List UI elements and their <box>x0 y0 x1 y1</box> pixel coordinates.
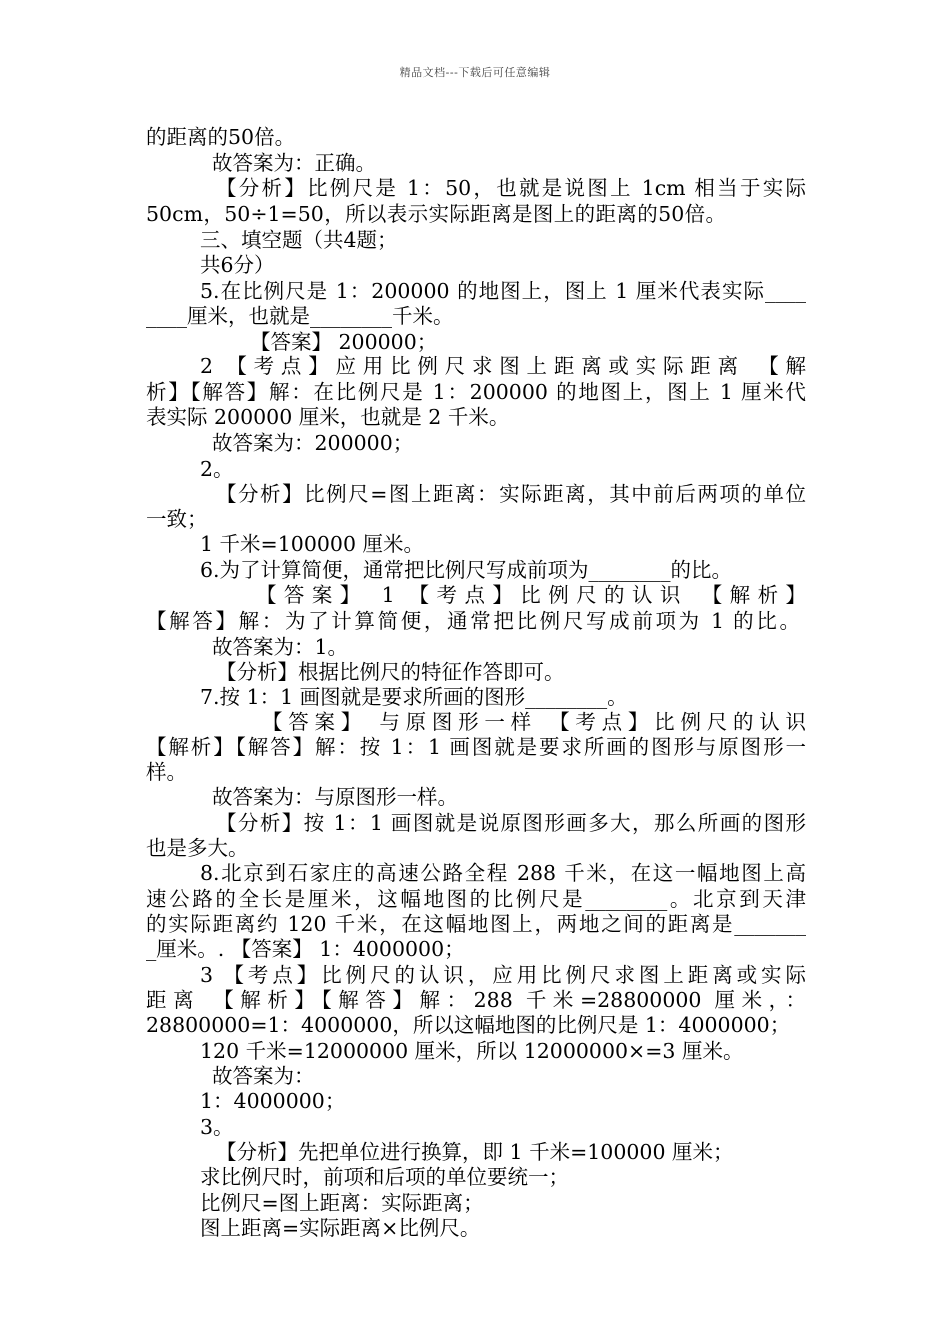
text-line: 【分析】按 1：1 画图就是说原图形画多大，那么所画的图形 <box>216 811 806 835</box>
section-heading: 共6分） <box>200 253 275 277</box>
text-line: 故答案为：1。 <box>212 635 349 659</box>
text-line: 的距离的50倍。 <box>146 125 296 149</box>
text-line: 120 千米=12000000 厘米，所以 12000000×=3 厘米。 <box>200 1039 744 1063</box>
question-text: 8.北京到石家庄的高速公路全程 288 千米，在这一幅地图上高 <box>200 861 806 885</box>
text-line: 【分析】比例尺是 1：50，也就是说图上 1cm 相当于实际 <box>216 176 806 200</box>
text-line: 故答案为：正确。 <box>212 151 376 175</box>
answer-text: 【答案】 1 【考点】比例尺的认识 【解析】 <box>256 583 806 607</box>
text-line: 一致； <box>146 507 208 531</box>
text-line: 1：4000000； <box>200 1089 346 1113</box>
answer-text: _厘米。. 【答案】 1：4000000； <box>146 937 465 961</box>
page-header: 精品文档---下载后可任意编辑 <box>399 66 551 79</box>
text-line: 比例尺=图上距离：实际距离； <box>200 1191 484 1215</box>
question-text: 的实际距离约 120 千米，在这幅地图上，两地之间的距离是_______ <box>146 912 806 936</box>
text-line: 故答案为： <box>212 1064 315 1088</box>
text-line: 2 【考点】应用比例尺求图上距离或实际距离 【解 <box>200 354 806 378</box>
text-line: 28800000=1：4000000，所以这幅地图的比例尺是 1：4000000； <box>146 1013 791 1037</box>
text-line: 【解答】解：为了计算简便，通常把比例尺写成前项为 1 的比。 <box>146 609 800 633</box>
text-line: 2。 <box>200 457 234 481</box>
text-line: 【分析】根据比例尺的特征作答即可。 <box>216 660 565 684</box>
section-heading: 三、填空题（共4题； <box>200 228 398 252</box>
question-text: ____厘米，也就是________千米。 <box>146 304 454 328</box>
question-text: 7.按 1：1 画图就是要求所画的图形________。 <box>200 685 628 709</box>
question-text: 速公路的全长是厘米，这幅地图的比例尺是________。北京到天津 <box>146 887 806 911</box>
text-line: 3。 <box>200 1115 234 1139</box>
text-line: 【分析】先把单位进行换算，即 1 千米=100000 厘米； <box>216 1140 734 1164</box>
text-line: 也是多大。 <box>146 836 249 860</box>
text-line: 图上距离=实际距离×比例尺。 <box>200 1216 481 1240</box>
text-line: 距离 【解析】【解答】解：288 千米=28800000 厘米，： <box>146 988 806 1012</box>
text-line: 故答案为：与原图形一样。 <box>212 785 458 809</box>
question-text: 5.在比例尺是 1：200000 的地图上，图上 1 厘米代表实际____ <box>200 279 806 303</box>
text-line: 3 【考点】比例尺的认识，应用比例尺求图上距离或实际 <box>200 963 806 987</box>
text-line: 求比例尺时，前项和后项的单位要统一； <box>200 1165 569 1189</box>
answer-text: 【答案】 200000； <box>250 330 438 354</box>
text-line: 样。 <box>146 760 187 784</box>
text-line: 表实际 200000 厘米，也就是 2 千米。 <box>146 405 510 429</box>
answer-text: 【答案】 与原图形一样 【考点】比例尺的认识 <box>262 710 806 734</box>
text-line: 50cm，50÷1=50，所以表示实际距离是图上的距离的50倍。 <box>146 202 726 226</box>
text-line: 【解析】【解答】解：按 1：1 画图就是要求所画的图形与原图形一 <box>146 735 806 759</box>
question-text: 6.为了计算简便，通常把比例尺写成前项为________的比。 <box>200 558 733 582</box>
text-line: 【分析】比例尺=图上距离：实际距离，其中前后两项的单位 <box>216 482 806 506</box>
text-line: 析】【解答】解：在比例尺是 1：200000 的地图上，图上 1 厘米代 <box>146 380 806 404</box>
text-line: 1 千米=100000 厘米。 <box>200 532 425 556</box>
text-line: 故答案为：200000； <box>212 431 414 455</box>
